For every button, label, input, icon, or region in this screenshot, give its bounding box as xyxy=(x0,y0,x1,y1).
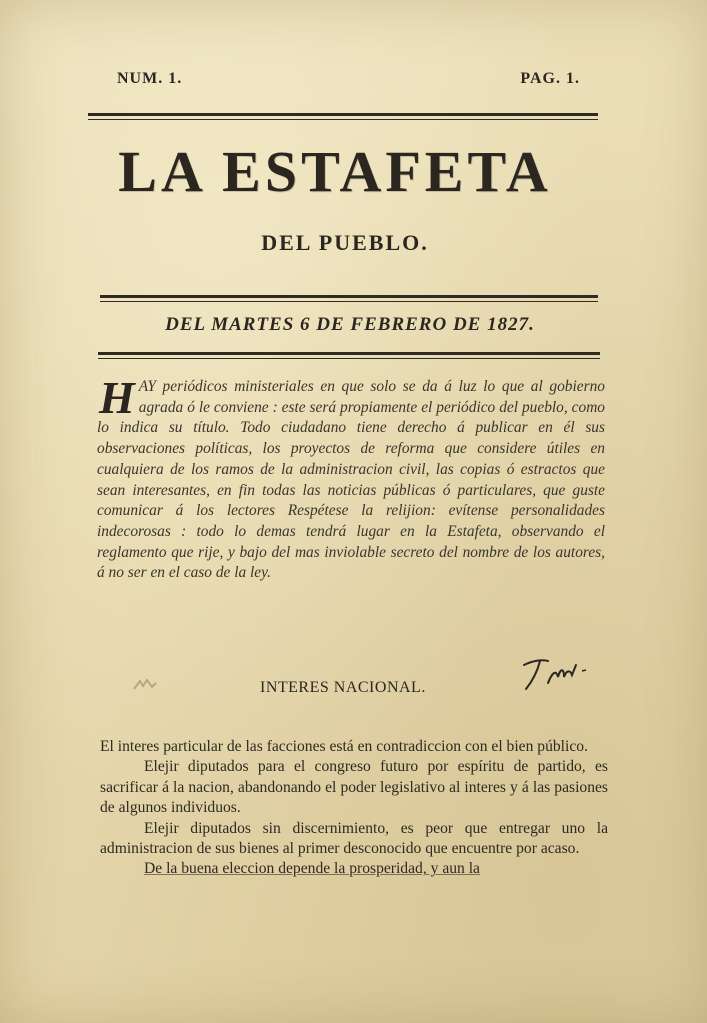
handwritten-initials-icon xyxy=(518,655,598,695)
date-rule xyxy=(98,352,600,355)
subtitle-rule-thin xyxy=(100,301,598,302)
article-body xyxy=(100,737,608,880)
article-paragraph: De la buena eleccion depende la prosperidad, y aun la xyxy=(144,860,480,878)
masthead-subtitle: DEL PUEBLO. xyxy=(261,230,429,255)
header-rule-thin xyxy=(88,119,598,120)
issue-date: DEL MARTES 6 DE FEBRERO DE 1827. xyxy=(165,314,535,335)
page-number: PAG. 1. xyxy=(520,70,580,87)
drop-cap: H xyxy=(99,372,135,423)
article-paragraph: El interes particular de las facciones está en contradiccion con el bien público. xyxy=(100,738,588,755)
intro-text: AY periódicos ministeriales en que solo se da á luz lo que al gobierno agrada ó le conviene : este será propiamente el periódico del pueblo, como lo indica su título. Todo ciudadano tiene derecho á publicar en él sus observaciones políticas, los proyectos de reforma que considere útiles en cualquiera de los ramos de la administracion civil, las copias ó estractos que sean interesantes, en fin todas las noticias públicas ó particulares, que guste comunicar á los lectores Respétese la relijion: evítense personalidades indecorosas : todo lo demas tendrá lugar en la Estafeta, observando el reglamento que rije, y bajo del mas inviolable secreto del nombre de los autores, á no ser en el caso de la ley. xyxy=(97,378,605,582)
article-paragraph: Elejir diputados para el congreso futuro por espíritu de partido, es sacrificar á la nacion, abandonando el poder legislativo al interes y á las pasiones de algunos individuos. xyxy=(100,758,608,817)
masthead-title: LA ESTAFETA xyxy=(118,139,552,204)
ink-smudge-icon xyxy=(132,677,158,695)
article-paragraph: Elejir diputados sin discernimiento, es peor que entregar uno la administracion de sus bienes al primer desconocido que encuentre por acaso. xyxy=(100,819,608,858)
issue-number: NUM. 1. xyxy=(117,70,183,87)
section-title: INTERES NACIONAL. xyxy=(260,679,426,696)
header-rule xyxy=(88,113,598,116)
date-rule-thin xyxy=(98,358,600,359)
subtitle-rule xyxy=(100,295,598,298)
section-header xyxy=(130,655,610,705)
page-header xyxy=(117,70,582,92)
intro-paragraph xyxy=(97,372,605,584)
